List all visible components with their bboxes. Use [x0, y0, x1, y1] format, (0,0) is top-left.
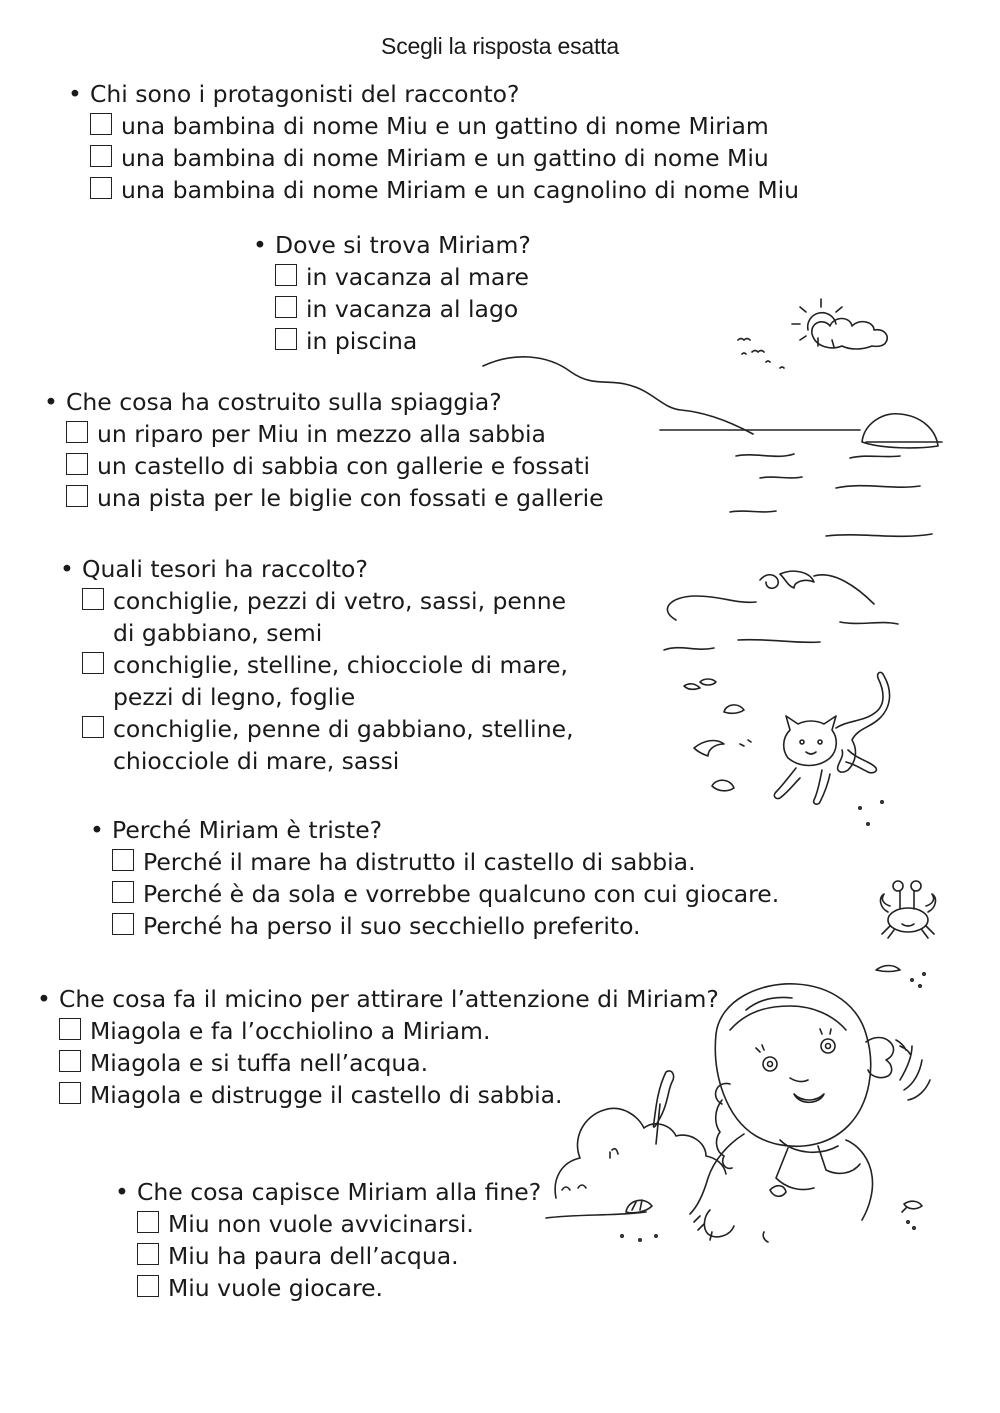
sand-dots-icon: [859, 801, 925, 987]
answer-option: [90, 174, 799, 206]
answer-option: [275, 293, 531, 325]
answer-label: Miagola e distrugge il castello di sabbia.: [90, 1081, 563, 1109]
answer-option: [275, 325, 531, 357]
answer-label: una bambina di nome Miu e un gattino di nome Miriam: [121, 112, 769, 140]
answer-option: [90, 110, 799, 142]
answer-option: [66, 482, 604, 514]
bullet: •: [115, 1178, 129, 1206]
question-text: Perché Miriam è triste?: [112, 816, 383, 844]
answer-option: [137, 1272, 541, 1304]
answer-label: Perché è da sola e vorrebbe qualcuno con cui giocare.: [143, 880, 780, 908]
bullet: •: [60, 555, 74, 583]
answer-checkbox[interactable]: [275, 328, 297, 350]
answer-checkbox[interactable]: [82, 588, 104, 610]
answer-label: Perché ha perso il suo secchiello preferito.: [143, 912, 641, 940]
bottom-shells-icon: [621, 1200, 922, 1241]
answer-checkbox[interactable]: [59, 1082, 81, 1104]
bullet: •: [37, 985, 51, 1013]
bullet: •: [253, 231, 267, 259]
answer-checkbox[interactable]: [275, 264, 297, 286]
answer-option: [66, 418, 604, 450]
bullet: •: [44, 388, 58, 416]
answer-checkbox[interactable]: [66, 453, 88, 475]
answer-option: [82, 713, 574, 777]
question-5: [90, 814, 779, 942]
answer-option: [59, 1047, 719, 1079]
question-1: [68, 78, 799, 206]
bullet: •: [68, 80, 82, 108]
answer-option: [112, 846, 779, 878]
answer-option: [112, 910, 779, 942]
answer-checkbox[interactable]: [137, 1243, 159, 1265]
answer-option: [59, 1079, 719, 1111]
answer-label: conchiglie, stelline, chiocciole di mare, pezzi di legno, foglie: [113, 651, 568, 711]
question-text: Dove si trova Miriam?: [275, 231, 531, 259]
question-text: Chi sono i protagonisti del racconto?: [90, 80, 520, 108]
answer-label: in vacanza al mare: [306, 263, 529, 291]
answer-label: in vacanza al lago: [306, 295, 519, 323]
sand-castle-icon: [546, 1108, 726, 1218]
question-2: [253, 229, 531, 357]
answer-option: [137, 1208, 541, 1240]
answer-checkbox[interactable]: [112, 881, 134, 903]
question-7: [115, 1176, 541, 1304]
answer-label: Perché il mare ha distrutto il castello di sabbia.: [143, 848, 696, 876]
answer-label: una bambina di nome Miriam e un gattino di nome Miu: [121, 144, 769, 172]
answer-label: in piscina: [306, 327, 418, 355]
girl-icon: [690, 984, 930, 1242]
question-text: Che cosa fa il micino per attirare l’attenzione di Miriam?: [59, 985, 719, 1013]
question-text: Che cosa capisce Miriam alla fine?: [137, 1178, 542, 1206]
answer-option: [59, 1015, 719, 1047]
answer-label: conchiglie, penne di gabbiano, stelline, chiocciole di mare, sassi: [113, 715, 574, 775]
question-3: [44, 386, 604, 514]
answer-checkbox[interactable]: [90, 177, 112, 199]
answer-checkbox[interactable]: [82, 652, 104, 674]
answer-label: Miagola e fa l’occhiolino a Miriam.: [90, 1017, 491, 1045]
answer-option: [112, 878, 779, 910]
question-4: [60, 553, 574, 777]
answer-option: [66, 450, 604, 482]
cat-icon: [774, 672, 889, 804]
sea-waves-icon: [664, 454, 932, 650]
answer-checkbox[interactable]: [82, 716, 104, 738]
answer-label: una bambina di nome Miriam e un cagnolino di nome Miu: [121, 176, 800, 204]
answer-label: un riparo per Miu in mezzo alla sabbia: [97, 420, 546, 448]
answer-checkbox[interactable]: [137, 1275, 159, 1297]
answer-checkbox[interactable]: [112, 849, 134, 871]
answer-option: [82, 649, 574, 713]
answer-checkbox[interactable]: [59, 1018, 81, 1040]
answer-checkbox[interactable]: [66, 421, 88, 443]
answer-checkbox[interactable]: [59, 1050, 81, 1072]
answer-option: [275, 261, 531, 293]
question-6: [37, 983, 719, 1111]
answer-checkbox[interactable]: [66, 485, 88, 507]
birds-icon: [738, 339, 784, 369]
question-text: Che cosa ha costruito sulla spiaggia?: [66, 388, 502, 416]
question-text: Quali tesori ha raccolto?: [82, 555, 368, 583]
crab-icon: [881, 881, 936, 938]
answer-checkbox[interactable]: [90, 145, 112, 167]
answer-option: [137, 1240, 541, 1272]
answer-checkbox[interactable]: [112, 913, 134, 935]
sun-cloud-icon: [792, 299, 887, 349]
answer-checkbox[interactable]: [90, 113, 112, 135]
bullet: •: [90, 816, 104, 844]
answer-label: conchiglie, pezzi di vetro, sassi, penne di gabbiano, semi: [113, 587, 567, 647]
answer-option: [82, 585, 574, 649]
answer-label: Miu non vuole avvicinarsi.: [168, 1210, 474, 1238]
answer-checkbox[interactable]: [275, 296, 297, 318]
answer-option: [90, 142, 799, 174]
answer-label: Miu ha paura dell’acqua.: [168, 1242, 459, 1270]
worksheet-title: Scegli la risposta esatta: [381, 33, 619, 59]
answer-checkbox[interactable]: [137, 1211, 159, 1233]
answer-label: un castello di sabbia con gallerie e fossati: [97, 452, 591, 480]
shells-icon: [684, 679, 751, 791]
answer-label: una pista per le biglie con fossati e gallerie: [97, 484, 604, 512]
shell-icon: [876, 966, 900, 972]
answer-label: Miagola e si tuffa nell’acqua.: [90, 1049, 429, 1077]
answer-label: Miu vuole giocare.: [168, 1274, 384, 1302]
